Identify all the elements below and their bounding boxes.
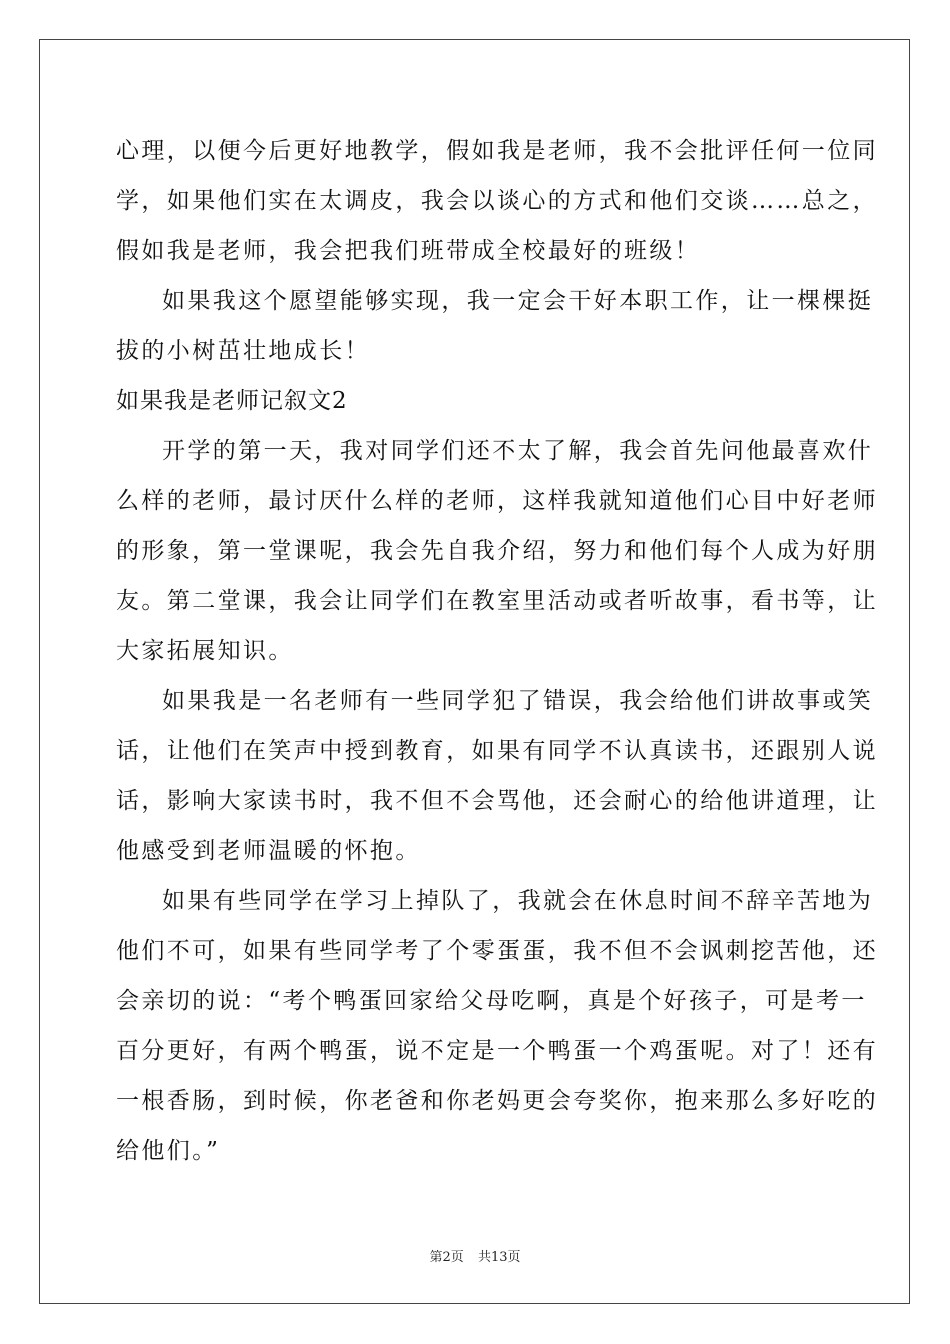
text-line: 拔的小树茁壮地成长！ bbox=[116, 338, 370, 364]
text-line: 给他们。” bbox=[116, 1138, 221, 1164]
text-line: 一根香肠，到时候，你老爸和你老妈更会夸奖你，抱来那么多好吃的 bbox=[116, 1088, 878, 1114]
document-body bbox=[116, 126, 878, 1176]
text-line: 假如我是老师，我会把我们班带成全校最好的班级！ bbox=[116, 238, 701, 264]
text-line: 会亲切的说：“考个鸭蛋回家给父母吃啊，真是个好孩子，可是考一 bbox=[116, 988, 867, 1014]
text-line: 百分更好，有两个鸭蛋，说不定是一个鸭蛋一个鸡蛋呢。对了！还有 bbox=[116, 1038, 878, 1064]
text-line: 心理，以便今后更好地教学，假如我是老师，我不会批评任何一位同 bbox=[116, 138, 878, 164]
text-line: 大家拓展知识。 bbox=[116, 638, 294, 664]
page-number: 第2页 bbox=[429, 1250, 464, 1265]
text-line: 学，如果他们实在太调皮，我会以谈心的方式和他们交谈……总之， bbox=[116, 188, 878, 214]
text-line: 如果我是一名老师有一些同学犯了错误，我会给他们讲故事或笑 bbox=[162, 688, 874, 714]
text-line: 如果我这个愿望能够实现，我一定会干好本职工作，让一棵棵挺 bbox=[162, 288, 874, 314]
text-line: 么样的老师，最讨厌什么样的老师，这样我就知道他们心目中好老师 bbox=[116, 488, 878, 514]
section-heading: 如果我是老师记叙文2 bbox=[116, 388, 348, 414]
text-line: 友。第二堂课，我会让同学们在教室里活动或者听故事，看书等，让 bbox=[116, 588, 878, 614]
text-line: 开学的第一天，我对同学们还不太了解，我会首先问他最喜欢什 bbox=[162, 438, 874, 464]
text-line: 他们不可，如果有些同学考了个零蛋蛋，我不但不会讽刺挖苦他，还 bbox=[116, 938, 878, 964]
page-footer bbox=[0, 1246, 950, 1265]
text-line: 他感受到老师温暖的怀抱。 bbox=[116, 838, 421, 864]
text-line: 话，影响大家读书时，我不但不会骂他，还会耐心的给他讲道理，让 bbox=[116, 788, 878, 814]
page-total: 共13页 bbox=[477, 1250, 521, 1265]
text-line: 如果有些同学在学习上掉队了，我就会在休息时间不辞辛苦地为 bbox=[162, 888, 874, 914]
text-line: 话，让他们在笑声中授到教育，如果有同学不认真读书，还跟别人说 bbox=[116, 738, 878, 764]
text-line: 的形象，第一堂课呢，我会先自我介绍，努力和他们每个人成为好朋 bbox=[116, 538, 878, 564]
